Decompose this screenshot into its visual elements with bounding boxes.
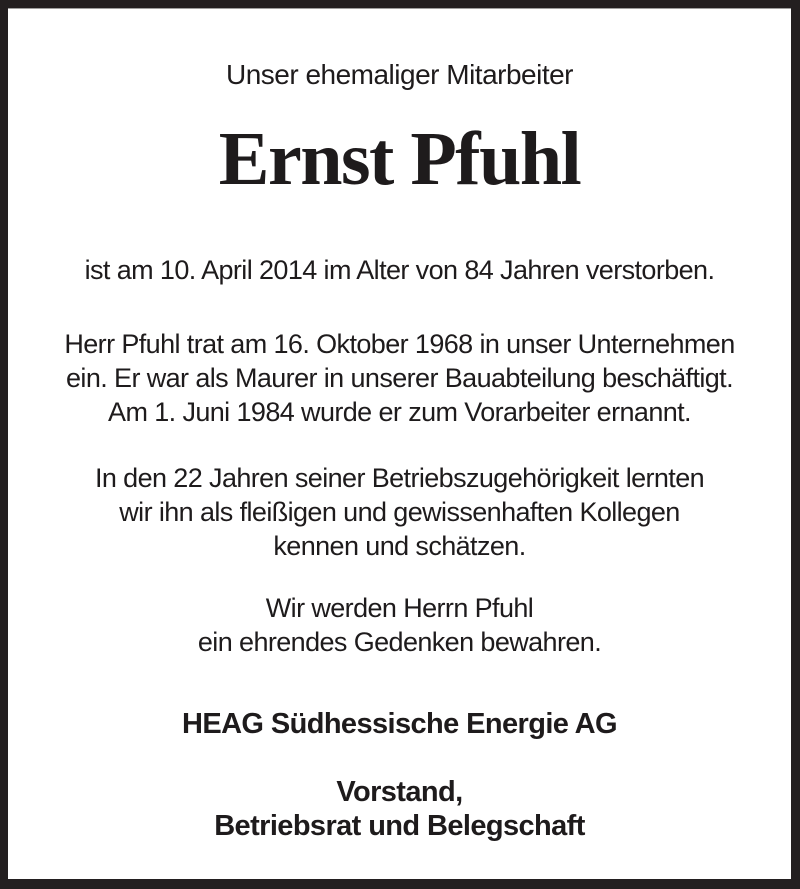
company-name: HEAG Südhessische Energie AG xyxy=(182,708,617,740)
tribute-line: wir ihn als fleißigen und gewissenhaften Kollegen xyxy=(119,497,680,527)
signatory-line: Vorstand, xyxy=(336,776,463,808)
intro-line: Unser ehemaliger Mitarbeiter xyxy=(225,59,574,90)
career-line: Herr Pfuhl trat am 16. Oktober 1968 in unser Unternehmen xyxy=(64,329,735,359)
career-line: Am 1. Juni 1984 wurde er zum Vorarbeiter ernannt. xyxy=(108,397,691,427)
career-line: ein. Er war als Maurer in unserer Bauabteilung beschäftigt. xyxy=(66,363,733,393)
tribute-line: In den 22 Jahren seiner Betriebszugehörigkeit lernten xyxy=(94,463,705,493)
tribute-line: kennen und schätzen. xyxy=(273,531,526,561)
signatory-line: Betriebsrat und Belegschaft xyxy=(214,810,585,842)
remembrance-paragraph xyxy=(8,591,791,659)
career-paragraph xyxy=(8,327,791,429)
tribute-paragraph xyxy=(8,461,791,563)
scan-hairline xyxy=(8,8,791,9)
deceased-name: Ernst Pfuhl xyxy=(218,117,581,201)
obituary-body xyxy=(8,58,791,889)
signatories xyxy=(8,775,791,843)
remembrance-line: ein ehrendes Gedenken bewahren. xyxy=(197,627,602,657)
death-statement: ist am 10. April 2014 im Alter von 84 Jahren verstorben. xyxy=(84,255,715,285)
remembrance-line: Wir werden Herrn Pfuhl xyxy=(265,593,534,623)
